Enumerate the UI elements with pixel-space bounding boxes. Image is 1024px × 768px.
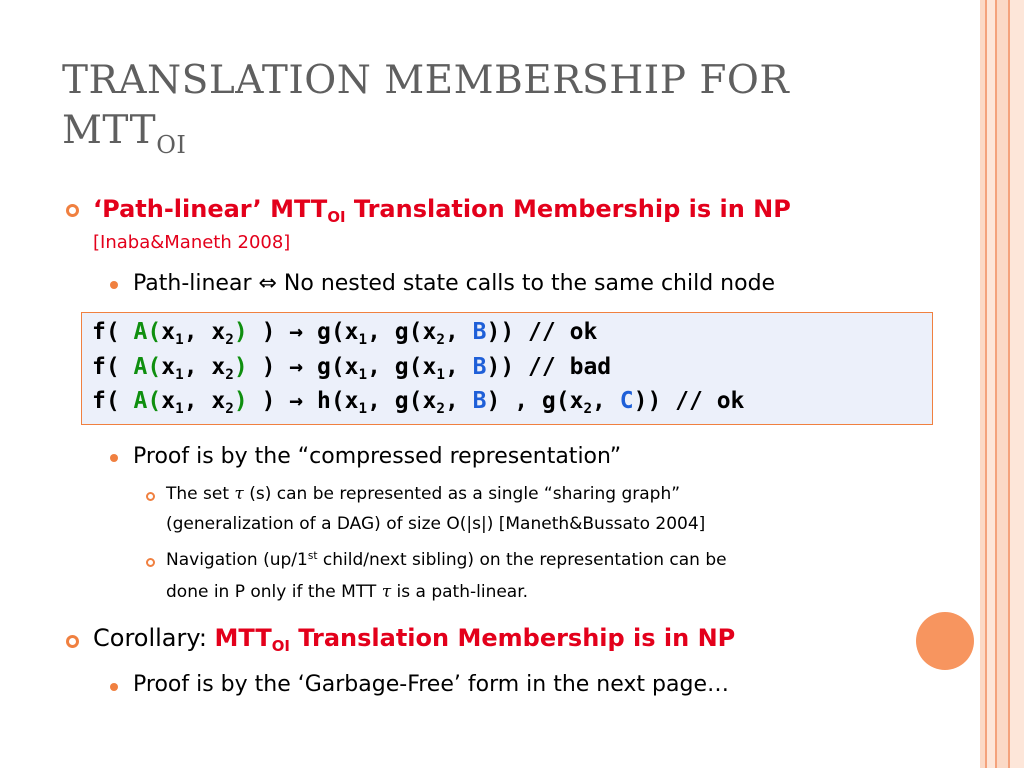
sharing-graph-note: The set τ (s) can be represented as a single “sharing graph”	[166, 484, 681, 504]
bullet-icon	[146, 558, 155, 567]
navigation-note: Navigation (up/1st child/next sibling) on the representation can be	[166, 550, 727, 570]
code-line-1: f( $A(x_1$, $x_2$) ) → $g(x_1$, $g(x_2$, B)) // ok	[92, 319, 598, 348]
bullet-icon	[66, 204, 79, 217]
corollary: Corollary: $MTT_{OI}$ Translation Membership is in NP	[93, 624, 736, 656]
decorative-stripes	[980, 0, 1024, 768]
proof-garbage-free: Proof is by the ‘Garbage-Free’ form in the next page…	[133, 672, 729, 697]
bullet-icon	[110, 683, 118, 691]
code-example-box	[81, 312, 933, 425]
proof-compressed-representation: Proof is by the “compressed representation”	[133, 444, 622, 469]
code-line-2: f( $A(x_1$, $x_2$) ) → $g(x_1$, $g(x_1$, B)) // bad	[92, 354, 612, 383]
citation-inaba-maneth: [Inaba&Maneth 2008]	[93, 232, 291, 253]
code-line-3: f( $A(x_1$, $x_2$) ) → $h(x_1$, $g(x_2$, B) , $g(x_2$, C)) // ok	[92, 388, 745, 417]
bullet-path-linear-heading: ‘Path-linear’ $MTT_{OI}$ Translation Membership is in NP	[93, 195, 791, 227]
decorative-circle	[916, 612, 974, 670]
sharing-graph-note-line2: (generalization of a DAG) of size O(|s|) [Maneth&Bussato 2004]	[166, 514, 706, 534]
navigation-note-line2: done in P only if the MTT τ is a path-linear.	[166, 582, 529, 602]
page-title: TRANSLATION MEMBERSHIP FOR $MTT_{OI}$	[62, 58, 790, 159]
path-linear-definition: Path-linear ⇔ No nested state calls to the same child node	[133, 271, 776, 296]
bullet-icon	[66, 635, 79, 648]
bullet-icon	[110, 454, 118, 462]
bullet-icon	[146, 492, 155, 501]
bullet-icon	[110, 281, 118, 289]
